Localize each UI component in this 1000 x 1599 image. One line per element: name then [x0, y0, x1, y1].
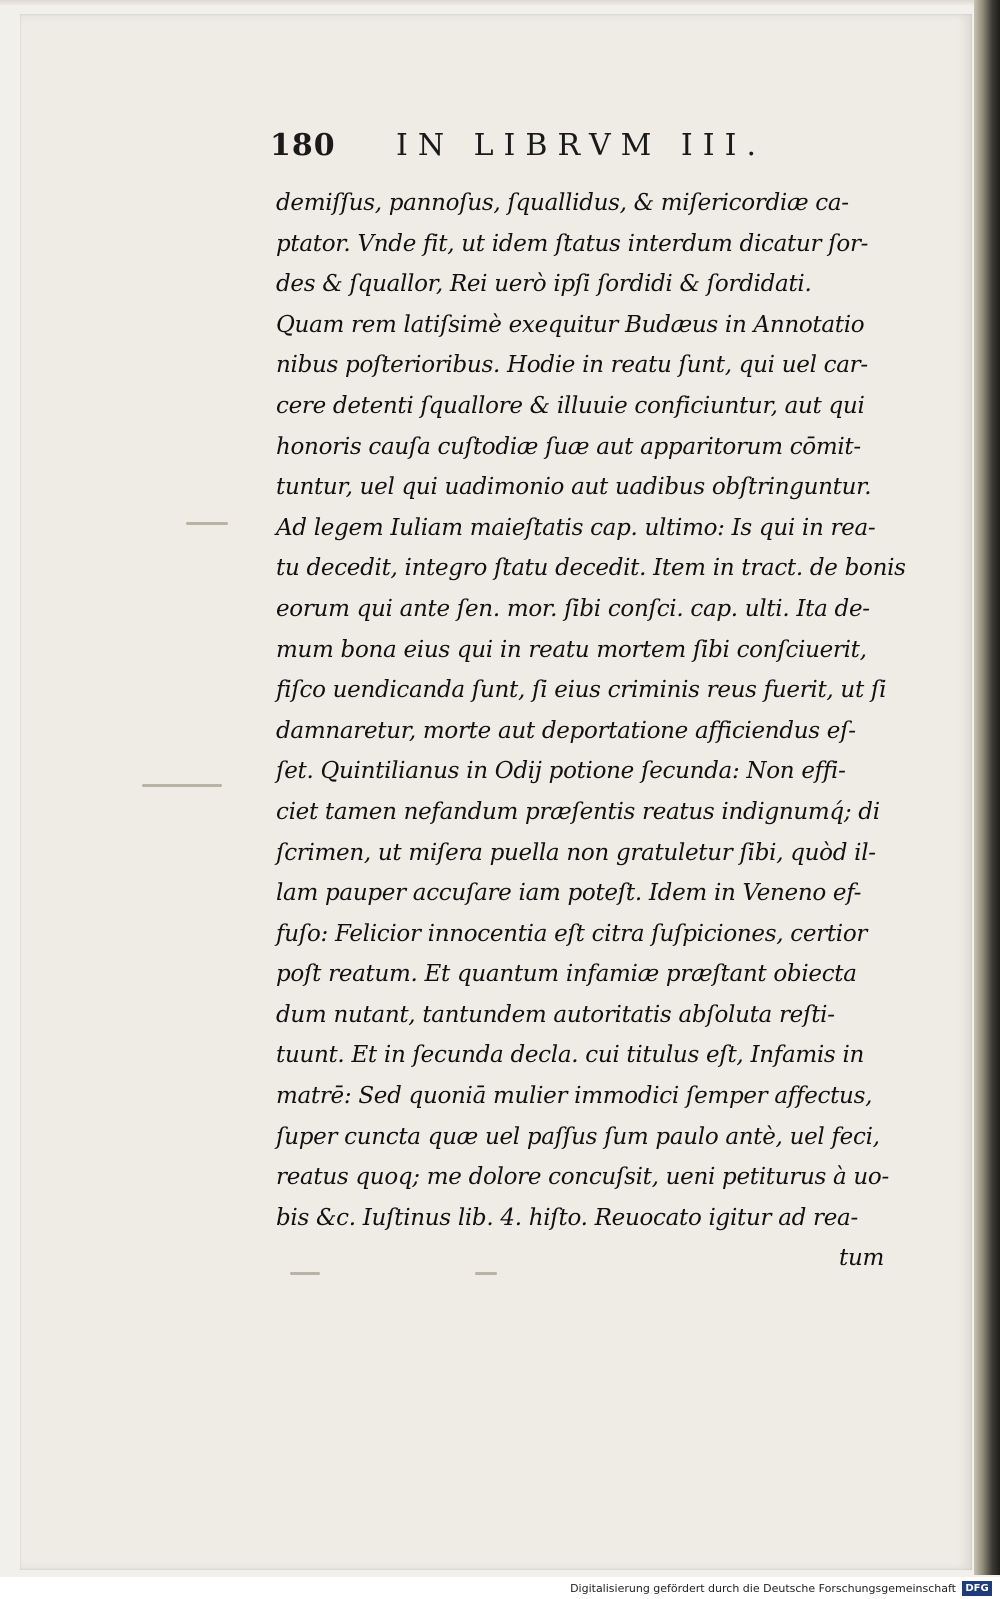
text-line: matrē: Sed quoniā mulier immodici ſemper affectus,	[276, 1083, 873, 1110]
text-line: bis &c. Iuſtinus lib. 4. hiſto. Reuocato igitur ad rea-	[276, 1204, 858, 1231]
margin-speck	[186, 522, 228, 525]
dfg-logo: DFG	[962, 1581, 992, 1596]
margin-speck	[142, 784, 222, 787]
text-line: des & ſquallor, Rei uerò ipſi ſordidi & ſordidati.	[276, 271, 812, 298]
text-line: demiſſus, pannoſus, ſquallidus, & miſericordiæ ca-	[276, 190, 849, 216]
text-line: lam pauper accuſare iam poteſt. Idem in Veneno ef-	[276, 880, 862, 907]
text-line: poſt reatum. Et quantum infamiæ præſtant obiecta	[276, 961, 857, 988]
text-line: ciet tamen nefandum præſentis reatus indignumq́; di	[276, 798, 880, 825]
running-head	[270, 128, 850, 172]
text-line: nibus poſterioribus. Hodie in reatu ſunt, qui uel car-	[276, 352, 868, 379]
text-line: ſuper cuncta quæ uel paſſus ſum paulo antè, uel feci,	[276, 1123, 880, 1150]
catchword: tum	[839, 1245, 884, 1272]
text-line: tu decedit, integro ſtatu decedit. Item in tract. de bonis	[276, 555, 906, 582]
footer-band	[0, 1577, 1000, 1599]
page-top-edge	[0, 0, 974, 6]
text-line: dum nutant, tantundem autoritatis abſoluta reſti-	[276, 1001, 835, 1028]
running-title: IN LIBRVM III.	[396, 128, 766, 163]
text-line: fiſco uendicanda ſunt, ſi eius criminis reus fuerit, ut ſi	[276, 677, 887, 704]
page-number: 180	[270, 128, 336, 163]
text-line: reatus quoq; me dolore concuſsit, ueni petiturus à uo-	[276, 1164, 889, 1191]
text-line: ſet. Quintilianus in Odij potione ſecunda: Non effi-	[276, 758, 846, 785]
text-line: ſcrimen, ut miſera puella non gratuletur ſibi, quòd il-	[276, 839, 876, 866]
text-line: eorum qui ante ſen. mor. ſibi conſci. cap. ulti. Ita de-	[276, 595, 870, 622]
text-line: tuunt. Et in ſecunda decla. cui titulus eſt, Infamis in	[276, 1042, 865, 1069]
text-line: fuſo: Felicior innocentia eſt citra ſuſpiciones, certior	[276, 920, 868, 947]
text-line: cere detenti ſquallore & illuuie conficiuntur, aut qui	[276, 392, 865, 419]
text-line: tuntur, uel qui uadimonio aut uadibus obſtringuntur.	[276, 474, 872, 501]
text-line: Ad legem Iuliam maieſtatis cap. ultimo: Is qui in rea-	[276, 514, 876, 541]
text-line: damnaretur, morte aut deportatione afficiendus eſ-	[276, 717, 856, 744]
text-line: ptator. Vnde fit, ut idem ſtatus interdum dicatur ſor-	[276, 230, 869, 257]
text-line: mum bona eius qui in reatu mortem ſibi conſciuerit,	[276, 636, 867, 663]
digitization-credit: Digitalisierung gefördert durch die Deutsche Forschungsgemeinschaft	[570, 1582, 956, 1595]
text-line: Quam rem latiſsimè exequitur Budæus in Annotatio	[276, 311, 865, 338]
book-binding-edge	[974, 0, 1000, 1575]
text-line: honoris cauſa cuſtodiæ ſuæ aut apparitorum cōmit-	[276, 433, 861, 460]
body-text	[276, 183, 926, 1279]
